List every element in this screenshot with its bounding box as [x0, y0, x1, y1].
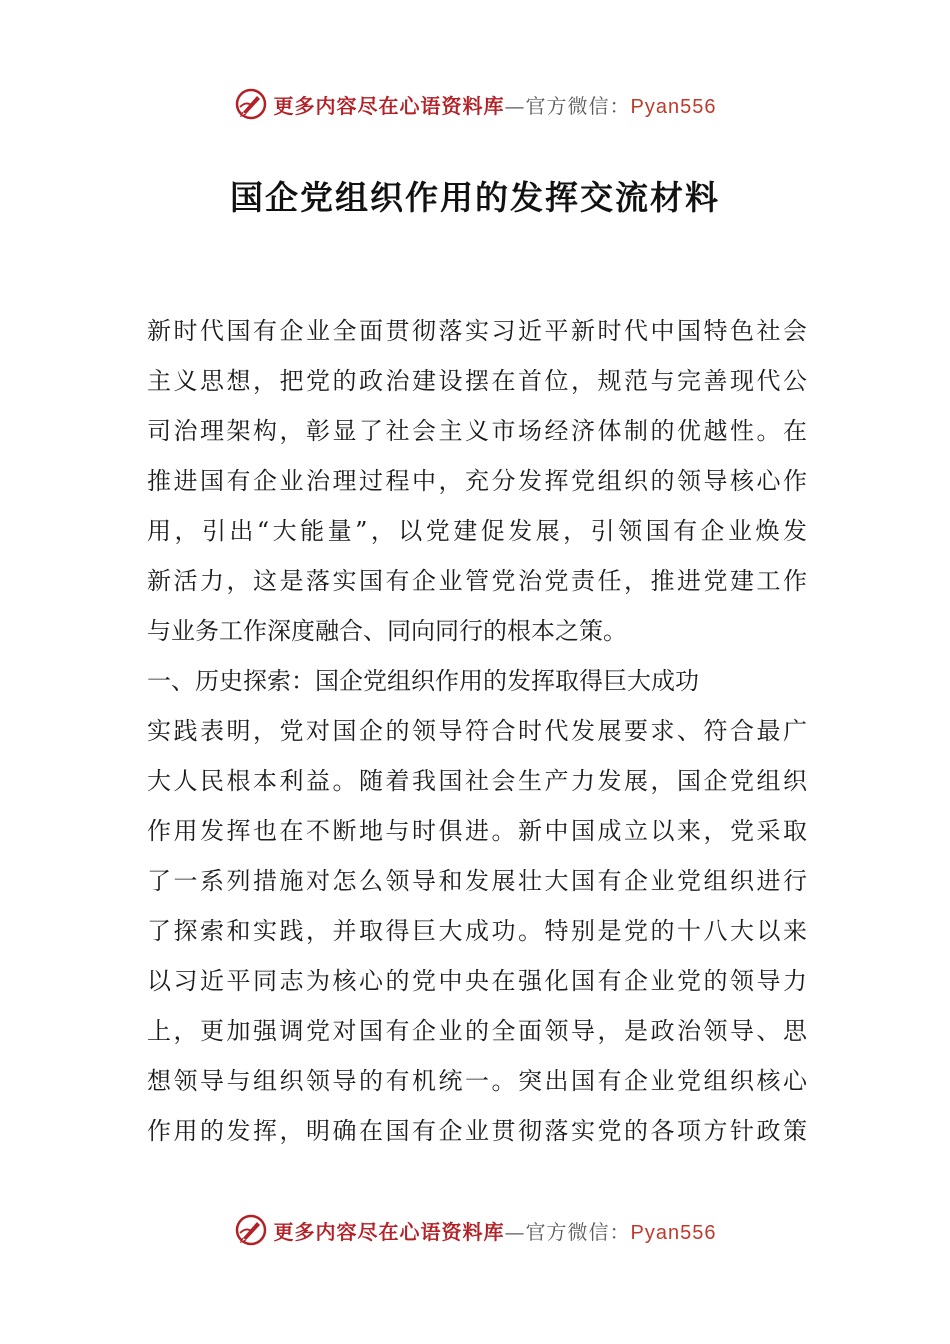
footer-banner: [0, 1210, 950, 1250]
header-banner: [0, 84, 950, 124]
banner-prefix: 更多内容尽在心语资料库: [273, 93, 505, 118]
body-line: 作用发挥也在不断地与时俱进。新中国成立以来，党采取: [147, 817, 807, 845]
body-line: 以习近平同志为核心的党中央在强化国有企业党的领导力: [147, 967, 807, 995]
banner-wechat-id: Pyan556: [630, 95, 717, 118]
body-line: 实践表明，党对国企的领导符合时代发展要求、符合最广: [147, 717, 807, 745]
pen-logo-icon: [234, 1213, 268, 1247]
body-line: 了一系列措施对怎么领导和发展壮大国有企业党组织进行: [147, 867, 807, 895]
banner-separator: —: [504, 93, 526, 118]
body-line: 大人民根本利益。随着我国社会生产力发展，国企党组织: [147, 767, 807, 795]
body-line: 新活力，这是落实国有企业管党治党责任，推进党建工作: [147, 567, 807, 595]
banner-prefix: 更多内容尽在心语资料库: [273, 1219, 505, 1244]
body-line: 了探索和实践，并取得巨大成功。特别是党的十八大以来: [147, 917, 807, 945]
body-line: 上，更加强调党对国有企业的全面领导，是政治领导、思: [147, 1017, 807, 1045]
banner-wechat-id: Pyan556: [630, 1221, 717, 1244]
body-line: 主义思想，把党的政治建设摆在首位，规范与完善现代公: [147, 367, 807, 395]
banner-text: [274, 90, 717, 119]
pen-logo-icon: [234, 87, 268, 121]
body-line: 司治理架构，彰显了社会主义市场经济体制的优越性。在: [147, 417, 807, 445]
body-line: 用，引出“大能量”，以党建促发展，引领国有企业焕发: [147, 517, 807, 545]
document-title: 国企党组织作用的发挥交流材料: [230, 178, 720, 217]
body-line: 想领导与组织领导的有机统一。突出国有企业党组织核心: [147, 1067, 807, 1095]
body-line: 推进国有企业治理过程中，充分发挥党组织的领导核心作: [147, 467, 807, 495]
body-line: 作用的发挥，明确在国有企业贯彻落实党的各项方针政策: [147, 1117, 807, 1145]
banner-official-label: 官方微信：: [525, 1219, 631, 1244]
banner-text: [274, 1216, 717, 1245]
body-line: 与业务工作深度融合、同向同行的根本之策。: [147, 617, 627, 645]
banner-official-label: 官方微信：: [525, 93, 631, 118]
section-heading: 一、历史探索：国企党组织作用的发挥取得巨大成功: [147, 667, 699, 695]
document-body: [147, 306, 807, 1156]
banner-separator: —: [504, 1219, 526, 1244]
body-line: 新时代国有企业全面贯彻落实习近平新时代中国特色社会: [147, 317, 807, 345]
